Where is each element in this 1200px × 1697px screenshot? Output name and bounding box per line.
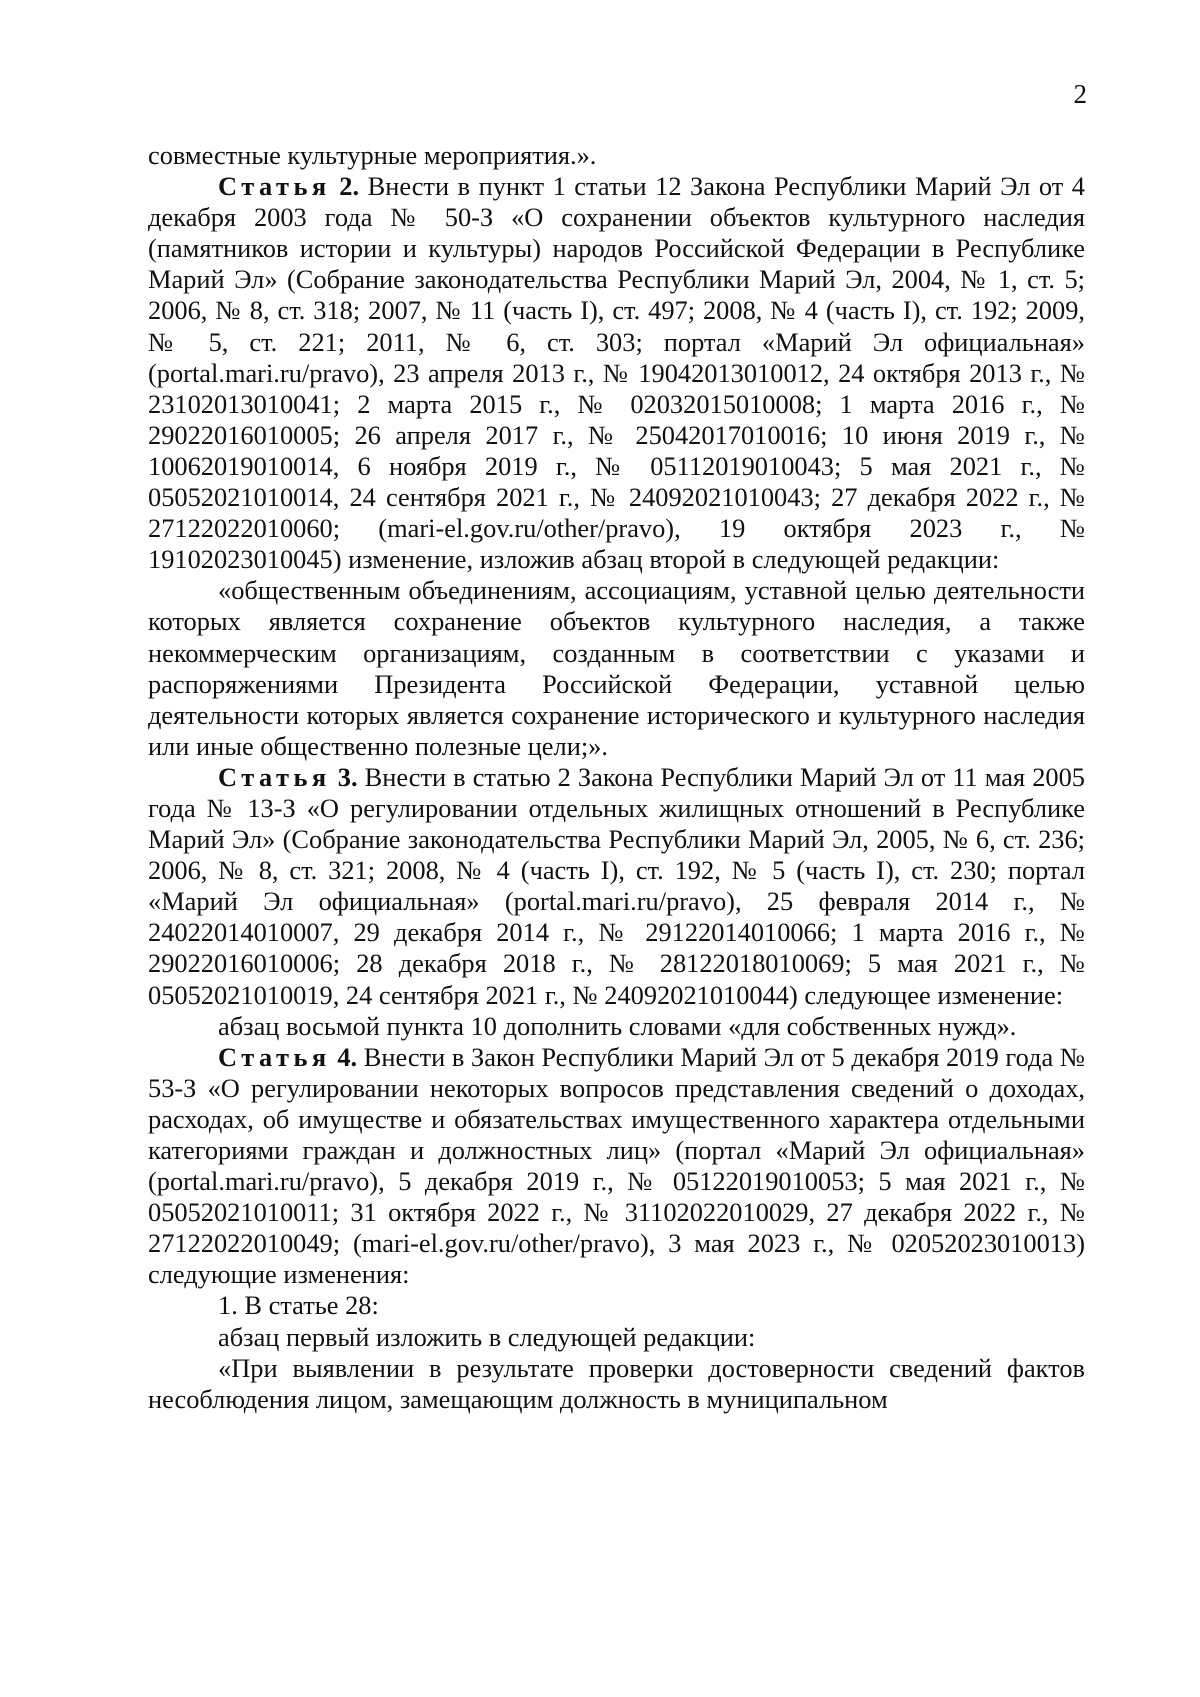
article-4-number: 4. <box>337 1041 358 1072</box>
article-3-number: 3. <box>337 761 358 792</box>
article-2-quote: «общественным объединениям, ассоциациям, уставной целью деятельности которых является сохранение объектов культурного наследия, а также некоммерческим организациям, созданным в соответствии с указами и распоряжениями Президента Российской Федерации, уставной целью деятельности которых является сохранение исторического и культурного наследия или иные общественно полезные цели;». <box>148 575 1085 761</box>
article-4-quote: «При выявлении в результате проверки достоверности сведений фактов несоблюдения лицом, замещающим должность в муниципальном <box>148 1352 1085 1414</box>
article-4-instruction: абзац первый изложить в следующей редакции: <box>218 1321 756 1352</box>
article-3-paragraph <box>148 762 1085 1011</box>
article-2-text: Внести в пункт 1 статьи 12 Закона Республики Марий Эл от 4 декабря 2003 года № 50-З «О сохранении объектов культурного наследия (памятников истории и культуры) народов Российской Федерации в Республике Марий Эл» (Собрание законодательства Республики Марий Эл, 2004, № 1, ст. 5; 2006, № 8, ст. 318; 2007, № 11 (часть I), ст. 497; 2008, № 4 (часть I), ст. 192; 2009, № 5, ст. 221; 2011, № 6, ст. 303; портал «Марий Эл официальная» (portal.mari.ru/pravo), 23 апреля 2013 г., № 19042013010012, 24 октября 2013 г., № 23102013010041; 2 марта 2015 г., № 02032015010008; 1 марта 2016 г., № 29022016010005; 26 апреля 2017 г., № 25042017010016; 10 июня 2019 г., № 10062019010014, 6 ноября 2019 г., № 05112019010043; 5 мая 2021 г., № 05052021010014, 24 сентября 2021 г., № 24092021010043; 27 декабря 2022 г., № 27122022010060; (mari-el.gov.ru/other/pravo), 19 октября 2023 г., № 19102023010045) изменение, изложив абзац второй в следующей редакции: <box>148 171 1085 575</box>
article-2-number: 2. <box>339 171 360 202</box>
article-2-label: Статья <box>218 171 331 202</box>
article-3-change: абзац восьмой пункта 10 дополнить словами «для собственных нужд». <box>218 1010 1017 1041</box>
article-3-text: Внести в статью 2 Закона Республики Марий Эл от 11 мая 2005 года № 13-З «О регулировании отдельных жилищных отношений в Республике Марий Эл» (Собрание законодательства Республики Марий Эл, 2005, № 6, ст. 236; 2006, № 8, ст. 321; 2008, № 4 (часть I), ст. 192, № 5 (часть I), ст. 230; портал «Марий Эл официальная» (portal.mari.ru/pravo), 25 февраля 2014 г., № 24022014010007, 29 декабря 2014 г., № 29122014010066; 1 марта 2016 г., № 29022016010006; 28 декабря 2018 г., № 28122018010069; 5 мая 2021 г., № 05052021010019, 24 сентября 2021 г., № 24092021010044) следующее изменение: <box>148 761 1085 1010</box>
article-4-text: Внести в Закон Республики Марий Эл от 5 декабря 2019 года № 53-З «О регулировании некоторых вопросов представления сведений о доходах, расходах, об имуществе и обязательствах имущественного характера отдельными категориями граждан и должностных лиц» (портал «Марий Эл официальная» (portal.mari.ru/pravo), 5 декабря 2019 г., № 05122019010053; 5 мая 2021 г., № 05052021010011; 31 октября 2022 г., № 31102022010029, 27 декабря 2022 г., № 27122022010049; (mari-el.gov.ru/other/pravo), 3 мая 2023 г., № 02052023010013) следующие изменения: <box>148 1041 1085 1290</box>
document-body <box>148 140 1085 1415</box>
article-3-label: Статья <box>218 761 331 792</box>
paragraph-continuation: совместные культурные мероприятия.». <box>148 140 597 170</box>
article-2-paragraph <box>148 171 1085 575</box>
article-4-item-1: 1. В статье 28: <box>218 1290 379 1321</box>
article-4-paragraph <box>148 1042 1085 1291</box>
article-4-label: Статья <box>218 1041 331 1072</box>
page-number: 2 <box>1073 79 1087 109</box>
